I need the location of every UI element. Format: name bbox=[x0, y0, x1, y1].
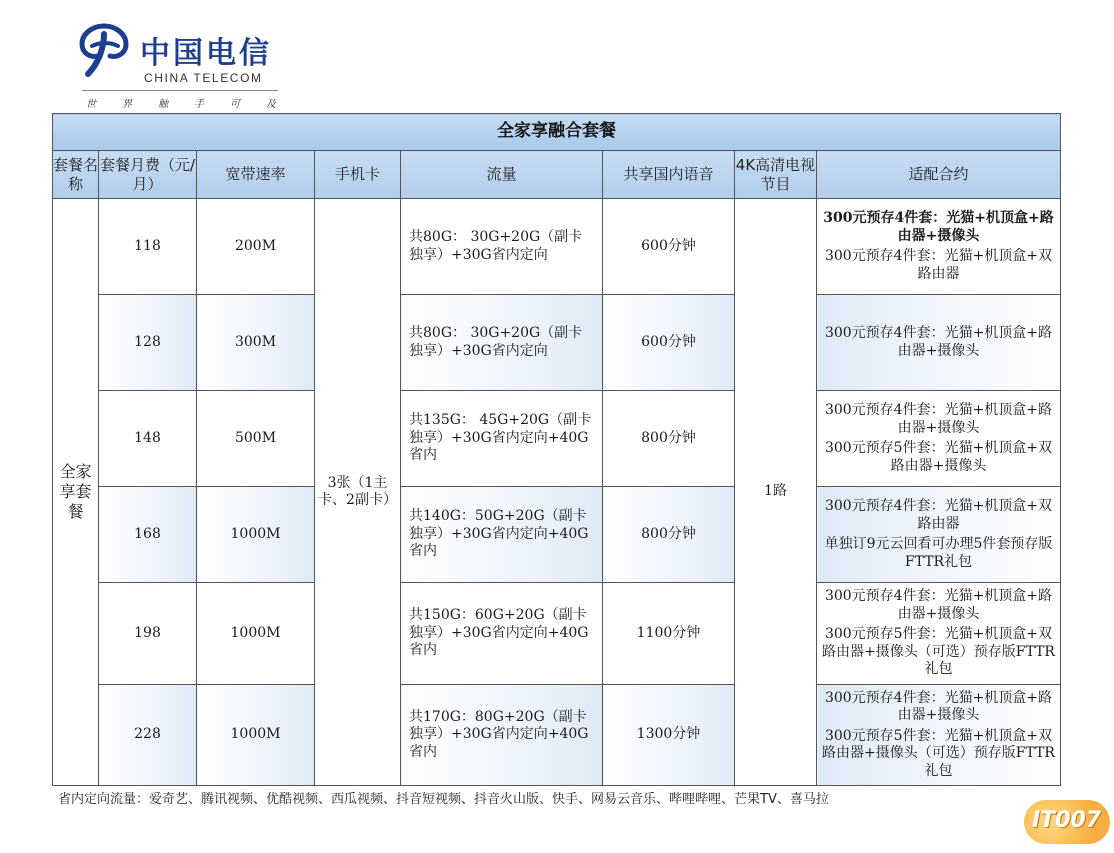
china-telecom-logo-icon bbox=[74, 20, 134, 80]
footnote: 省内定向流量：爱奇艺、腾讯视频、优酷视频、西瓜视频、抖音短视频、抖音火山版、快手、网易云音乐、哔哩哔哩、芒果TV、喜马拉 bbox=[58, 792, 829, 807]
contract-option: 300元预存4件套：光猫+机顶盒+路由器+摄像头 bbox=[823, 210, 1054, 244]
watermark-logo bbox=[1024, 800, 1110, 844]
contract-cell bbox=[817, 487, 1061, 583]
fee-cell: 198 bbox=[99, 583, 197, 685]
data-cell: 共80G： 30G+20G（副卡独享）+30G省内定向 bbox=[401, 199, 603, 295]
speed-cell: 1000M bbox=[197, 684, 315, 786]
slogan-char: 界 bbox=[122, 99, 132, 110]
contract-option: 300元预存5件套：光猫+机顶盒+双路由器+摄像头（可选）预存版FTTR礼包 bbox=[822, 626, 1055, 677]
header-broadband-speed: 宽带速率 bbox=[197, 151, 315, 199]
header-tv: 4K高清电视节目 bbox=[735, 151, 817, 199]
contract-option: 300元预存4件套：光猫+机顶盒+路由器+摄像头 bbox=[824, 588, 1053, 622]
contract-cell bbox=[817, 684, 1061, 786]
table-title-row bbox=[53, 114, 1061, 151]
slogan-char: 手 bbox=[194, 99, 204, 110]
fee-cell: 148 bbox=[99, 391, 197, 487]
header-voice: 共享国内语音 bbox=[603, 151, 735, 199]
table-row bbox=[53, 684, 1061, 786]
plan-table bbox=[52, 113, 1061, 786]
slogan-char: 世 bbox=[86, 99, 96, 110]
header-data: 流量 bbox=[401, 151, 603, 199]
contract-option: 300元预存4件套：光猫+机顶盒+双路由器 bbox=[824, 498, 1053, 532]
voice-cell: 800分钟 bbox=[603, 391, 735, 487]
slogan-char: 及 bbox=[266, 99, 276, 110]
contract-option: 300元预存5件套：光猫+机顶盒+双路由器+摄像头（可选）预存版FTTR礼包 bbox=[822, 727, 1055, 779]
table-row bbox=[53, 391, 1061, 487]
sim-cell: 3张（1主卡、2副卡） bbox=[315, 199, 401, 786]
table-row bbox=[53, 487, 1061, 583]
data-cell: 共135G： 45G+20G（副卡独享）+30G省内定向+40G省内 bbox=[401, 391, 603, 487]
data-cell: 共80G： 30G+20G（副卡独享）+30G省内定向 bbox=[401, 295, 603, 391]
contract-option: 300元预存4件套：光猫+机顶盒+路由器+摄像头 bbox=[824, 325, 1053, 359]
contract-option: 300元预存4件套：光猫+机顶盒+路由器+摄像头 bbox=[824, 402, 1053, 436]
voice-cell: 1300分钟 bbox=[603, 684, 735, 786]
fee-cell: 228 bbox=[99, 684, 197, 786]
table-row bbox=[53, 583, 1061, 685]
table-row bbox=[53, 295, 1061, 391]
table-row bbox=[53, 199, 1061, 295]
voice-cell: 600分钟 bbox=[603, 199, 735, 295]
header-plan-name: 套餐名称 bbox=[53, 151, 99, 199]
contract-cell bbox=[817, 295, 1061, 391]
contract-option: 300元预存4件套：光猫+机顶盒+双路由器 bbox=[824, 248, 1053, 282]
speed-cell: 1000M bbox=[197, 487, 315, 583]
data-cell: 共150G：60G+20G（副卡独享）+30G省内定向+40G省内 bbox=[401, 583, 603, 685]
fee-cell: 118 bbox=[99, 199, 197, 295]
header-contract: 适配合约 bbox=[817, 151, 1061, 199]
fee-cell: 128 bbox=[99, 295, 197, 391]
china-telecom-logo bbox=[70, 14, 280, 110]
watermark-text: IT007 bbox=[1032, 808, 1102, 833]
contract-cell bbox=[817, 391, 1061, 487]
slogan-char: 触 bbox=[158, 99, 168, 110]
brand-name-en: CHINA TELECOM bbox=[144, 71, 263, 85]
fee-cell: 168 bbox=[99, 487, 197, 583]
voice-cell: 800分钟 bbox=[603, 487, 735, 583]
contract-option: 300元预存5件套：光猫+机顶盒+双路由器+摄像头 bbox=[824, 440, 1053, 474]
contract-cell bbox=[817, 583, 1061, 685]
data-cell: 共140G：50G+20G（副卡独享）+30G省内定向+40G省内 bbox=[401, 487, 603, 583]
plan-name-cell: 全家享套餐 bbox=[53, 199, 99, 786]
slogan-char: 可 bbox=[230, 99, 240, 110]
contract-cell bbox=[817, 199, 1061, 295]
voice-cell: 600分钟 bbox=[603, 295, 735, 391]
header-sim-card: 手机卡 bbox=[315, 151, 401, 199]
data-cell: 共170G：80G+20G（副卡独享）+30G省内定向+40G省内 bbox=[401, 684, 603, 786]
table-title: 全家享融合套餐 bbox=[53, 114, 1061, 151]
brand-slogan bbox=[86, 95, 276, 110]
contract-option: 300元预存4件套：光猫+机顶盒+路由器+摄像头 bbox=[824, 689, 1053, 723]
header-monthly-fee: 套餐月费（元/月） bbox=[99, 151, 197, 199]
table-header-row bbox=[53, 151, 1061, 199]
speed-cell: 500M bbox=[197, 391, 315, 487]
contract-option: 单独订9元云回看可办理5件套预存版FTTR礼包 bbox=[824, 536, 1053, 570]
speed-cell: 200M bbox=[197, 199, 315, 295]
speed-cell: 300M bbox=[197, 295, 315, 391]
speed-cell: 1000M bbox=[197, 583, 315, 685]
voice-cell: 1100分钟 bbox=[603, 583, 735, 685]
logo-divider bbox=[82, 90, 278, 91]
tv-cell: 1路 bbox=[735, 199, 817, 786]
brand-name-cn: 中国电信 bbox=[140, 36, 272, 71]
